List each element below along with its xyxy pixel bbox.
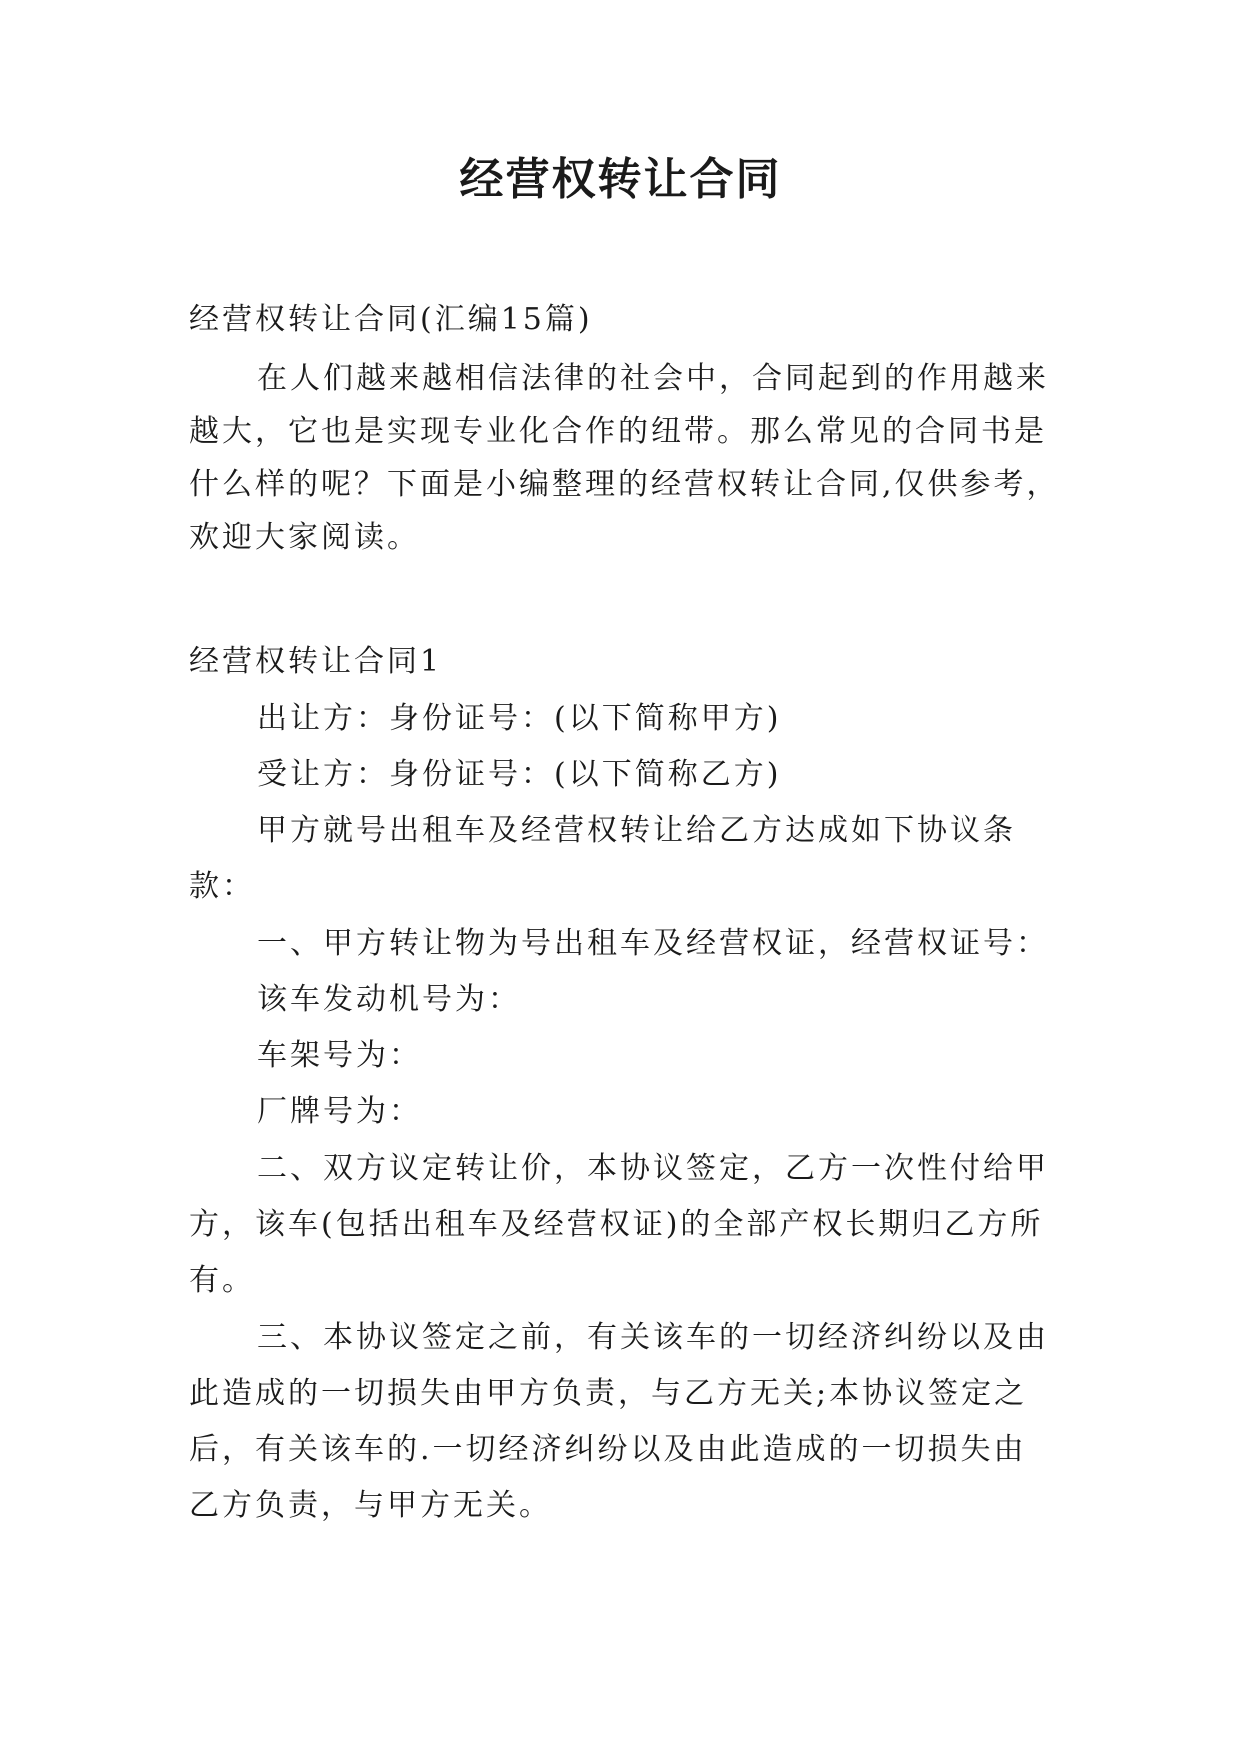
clause-1-brand-number: 厂牌号为： <box>257 1094 422 1129</box>
clause-2-line-1: 二、双方议定转让价，本协议签定，乙方一次性付给甲 <box>257 1151 1049 1186</box>
clause-3-line-1: 三、本协议签定之前，有关该车的一切经济纠纷以及由 <box>257 1320 1049 1355</box>
clause-3-line-3: 后，有关该车的.一切经济纠纷以及由此造成的一切损失由 <box>189 1432 1027 1467</box>
subtitle-line: 经营权转让合同(汇编15篇) <box>189 302 593 337</box>
clause-3-line-4: 乙方负责，与甲方无关。 <box>189 1488 552 1523</box>
clause-2-line-2: 方，该车(包括出租车及经营权证)的全部产权长期归乙方所 <box>189 1207 1044 1242</box>
intro-paragraph-line-3: 什么样的呢？下面是小编整理的经营权转让合同,仅供参考， <box>189 467 1060 502</box>
document-title: 经营权转让合同 <box>459 154 782 205</box>
section-heading: 经营权转让合同1 <box>189 644 443 679</box>
clause-1-line-1: 一、甲方转让物为号出租车及经营权证，经营权证号： <box>257 926 1049 961</box>
agreement-intro-line-1: 甲方就号出租车及经营权转让给乙方达成如下协议条 <box>257 813 1016 848</box>
party-a-line: 出让方：身份证号：(以下简称甲方) <box>257 701 782 736</box>
intro-paragraph-line-4: 欢迎大家阅读。 <box>189 520 420 555</box>
clause-1-frame-number: 车架号为： <box>257 1038 422 1073</box>
party-b-line: 受让方：身份证号：(以下简称乙方) <box>257 757 782 792</box>
clause-2-line-3: 有。 <box>189 1263 255 1298</box>
intro-paragraph-line-2: 越大，它也是实现专业化合作的纽带。那么常见的合同书是 <box>189 414 1047 449</box>
clause-1-engine-number: 该车发动机号为： <box>257 982 521 1017</box>
agreement-intro-line-2: 款： <box>189 869 255 904</box>
clause-3-line-2: 此造成的一切损失由甲方负责，与乙方无关;本协议签定之 <box>189 1376 1028 1411</box>
intro-paragraph-line-1: 在人们越来越相信法律的社会中，合同起到的作用越来 <box>257 361 1049 396</box>
